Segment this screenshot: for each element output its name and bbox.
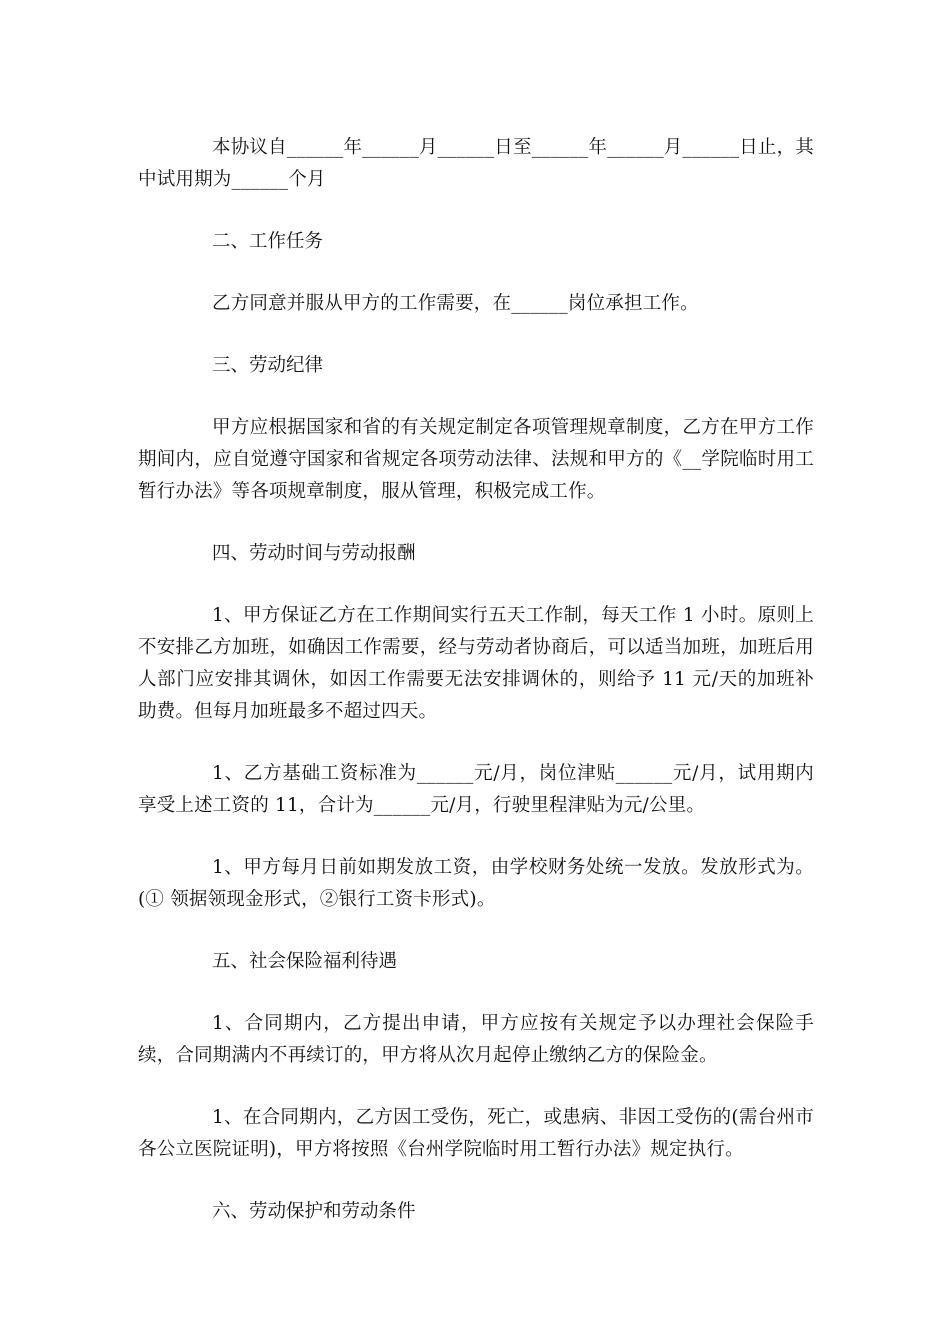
document-body	[138, 132, 814, 1258]
section-heading-labor-discipline: 三、劳动纪律	[212, 355, 324, 376]
section-heading-social-insurance: 五、社会保险福利待遇	[212, 951, 398, 972]
section-heading-work-time-pay: 四、劳动时间与劳动报酬	[212, 543, 416, 564]
clause-base-salary: 1、乙方基础工资标准为______元/月，岗位津贴______元/月，试用期内享受上述工资的 11，合计为______元/月，行驶里程津贴为元/公里。	[138, 763, 814, 816]
clause-term-period: 本协议自______年______月______日至______年______月______日止，其中试用期为______个月	[138, 137, 815, 190]
clause-salary-payment: 1、甲方每月日前如期发放工资，由学校财务处统一发放。发放形式为。(① 领据领现金形式，②银行工资卡形式)。	[138, 857, 814, 910]
clause-labor-discipline: 甲方应根据国家和省的有关规定制定各项管理规章制度，乙方在甲方工作期间内，应自觉遵守国家和省规定各项劳动法律、法规和甲方的《__学院临时用工暂行办法》等各项规章制度，服从管理，积极完成工作。	[138, 417, 814, 502]
clause-work-task: 乙方同意并服从甲方的工作需要，在______岗位承担工作。	[212, 293, 699, 314]
clause-work-hours: 1、甲方保证乙方在工作期间实行五天工作制，每天工作 1 小时。原则上不安排乙方加班，如确因工作需要，经与劳动者协商后，可以适当加班，加班后用人部门应安排其调休，如因工作需要无法安排调休的，则给予 11 元/天的加班补助费。但每月加班最多不超过四天。	[138, 605, 814, 722]
section-heading-work-task: 二、工作任务	[212, 231, 324, 252]
clause-insurance-application: 1、合同期内，乙方提出申请，甲方应按有关规定予以办理社会保险手续，合同期满内不再续订的，甲方将从次月起停止缴纳乙方的保险金。	[138, 1013, 814, 1066]
clause-work-injury: 1、在合同期内，乙方因工受伤，死亡，或患病、非因工受伤的(需台州市各公立医院证明)，甲方将按照《台州学院临时用工暂行办法》规定执行。	[138, 1107, 814, 1160]
section-heading-labor-protection: 六、劳动保护和劳动条件	[212, 1201, 416, 1222]
